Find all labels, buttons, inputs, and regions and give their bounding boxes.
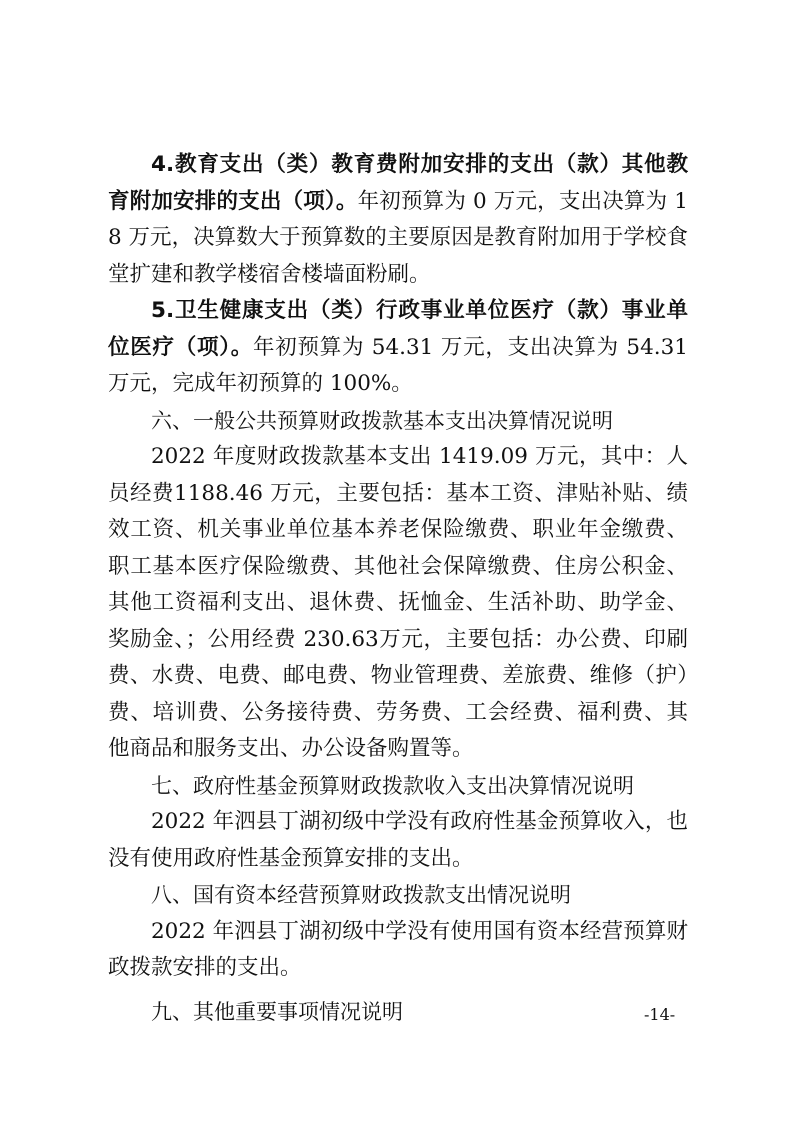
section-6-heading: 六、一般公共预算财政拨款基本支出决算情况说明 bbox=[151, 408, 613, 433]
section-9-heading: 九、其他重要事项情况说明 bbox=[151, 999, 403, 1024]
item-4-paragraph bbox=[108, 147, 688, 293]
item-4-body: 年初预算为 0 万元，支出决算为 18 万元，决算数大于预算数的主要原因是教育附加用于学校食堂扩建和教学楼宿舍楼墙面粉刷。 bbox=[108, 188, 688, 287]
section-7-paragraph: 2022 年泗县丁湖初级中学没有政府性基金预算收入，也没有使用政府性基金预算安排的支出。 bbox=[108, 809, 688, 871]
item-5-title: 卫生健康支出（类）行政事业单位医疗（款）事业单位医疗（项）。 bbox=[108, 298, 688, 360]
section-6-paragraph: 2022 年度财政拨款基本支出 1419.09 万元，其中：人员经费1188.46 万元，主要包括：基本工资、津贴补贴、绩效工资、机关事业单位基本养老保险缴费、职业年金缴费、职工基本医疗保险缴费、其他社会保障缴费、住房公积金、其他工资福利支出、退休费、抚恤金、生活补助、助学金、奖励金、；公用经费 230.63万元，主要包括：办公费、印刷费、水费、电费、邮电费、物业管理费、差旅费、维修（护）费、培训费、公务接待费、劳务费、工会经费、福利费、其他商品和服务支出、办公设备购置等。 bbox=[108, 444, 688, 761]
page-number: -14- bbox=[644, 1005, 676, 1024]
item-5-body: 年初预算为 54.31 万元，支出决算为 54.31 万元，完成年初预算的 100%。 bbox=[108, 334, 688, 396]
item-4-title: 教育支出（类）教育费附加安排的支出（款）其他教育附加安排的支出（项）。 bbox=[108, 152, 688, 214]
section-8-paragraph: 2022 年泗县丁湖初级中学没有使用国有资本经营预算财政拨款安排的支出。 bbox=[108, 918, 688, 980]
document-body bbox=[108, 147, 688, 1030]
section-8-heading: 八、国有资本经营预算财政拨款支出情况说明 bbox=[151, 883, 571, 907]
item-5-number: 5. bbox=[151, 298, 175, 323]
section-7-heading: 七、政府性基金预算财政拨款收入支出决算情况说明 bbox=[151, 773, 634, 798]
item-5-paragraph bbox=[108, 293, 688, 403]
item-4-number: 4. bbox=[151, 152, 175, 177]
